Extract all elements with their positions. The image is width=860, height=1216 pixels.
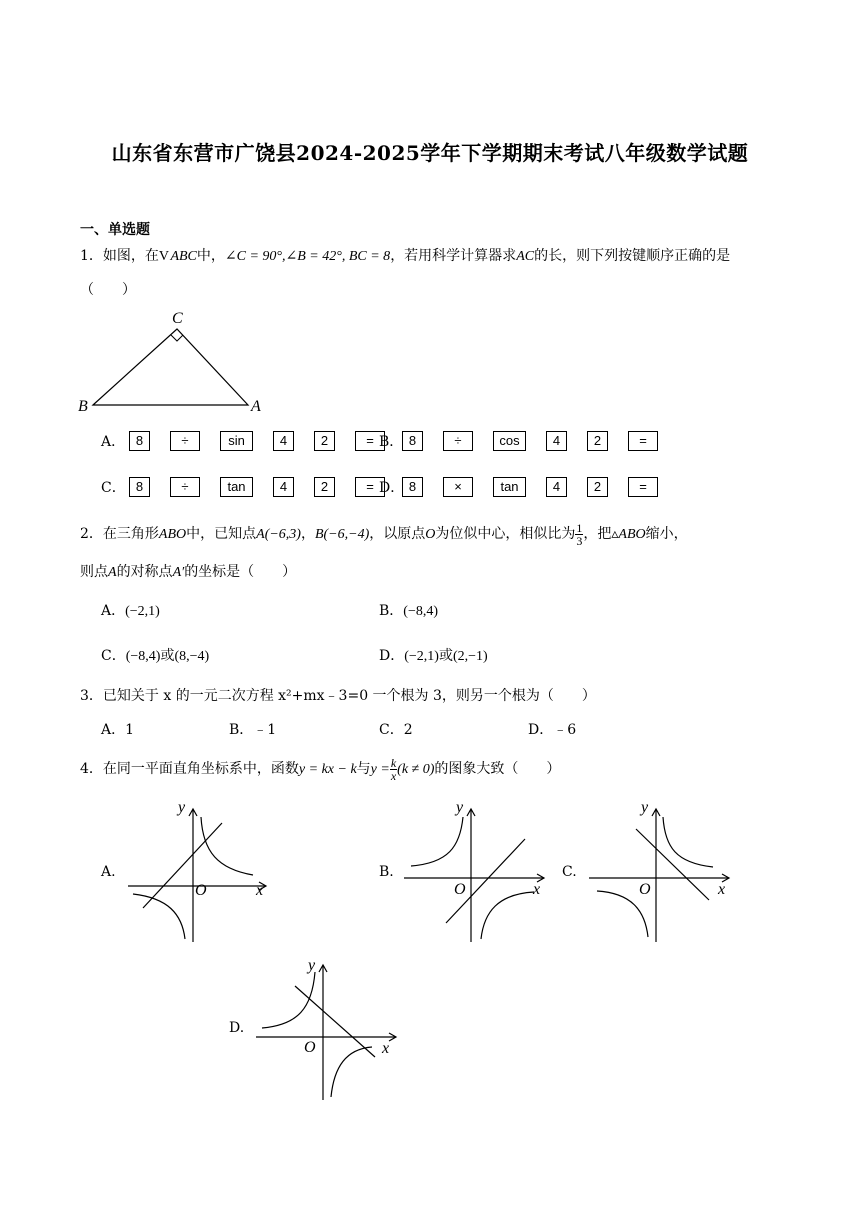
q1-condition: ∠C = 90°,∠B = 42°, BC = 8 <box>224 249 391 264</box>
origin-label: O <box>195 882 207 899</box>
graph-c[interactable] <box>581 797 741 947</box>
page-title: 山东省东营市广饶县2024-2025学年下学期期末考试八年级数学试题 <box>111 141 749 165</box>
vertex-label-c: C <box>172 310 183 327</box>
option-text: 1 <box>125 722 135 738</box>
y-label: y <box>308 957 316 974</box>
key-sin: sin <box>220 431 253 451</box>
key-2: 2 <box>314 431 335 451</box>
key-equals: = <box>355 477 385 497</box>
triangle-symbol: V <box>158 249 170 264</box>
q2-option-c[interactable] <box>101 646 209 667</box>
q2-text-a: 在三角形 <box>102 526 159 542</box>
q2-text-c: ，以原点 <box>369 526 426 542</box>
separator: ， <box>300 526 315 542</box>
point-a-prime: A′ <box>172 565 185 580</box>
origin-label: O <box>454 881 466 898</box>
option-label: C． <box>379 722 404 738</box>
vertex-label-a: A <box>251 398 261 415</box>
key-equals: = <box>355 431 385 451</box>
right-angle-mark <box>171 335 183 341</box>
triangle-name: ABC <box>170 249 197 264</box>
graph-option-c-label[interactable]: C. <box>562 864 577 880</box>
function-lhs: y = <box>370 762 390 777</box>
hyperbola-branch-q4 <box>331 1047 372 1097</box>
graph-option-b-label[interactable]: B. <box>379 864 394 880</box>
option-a-keys[interactable] <box>101 431 405 451</box>
q2-text-d: 为位似中心，相似比为 <box>435 526 576 542</box>
triangle-outline <box>93 329 248 405</box>
key-equals: = <box>628 431 658 451</box>
q2-option-b[interactable] <box>379 601 438 622</box>
option-text: ﹣1 <box>253 722 277 738</box>
question-3-stem: 3．已知关于 x 的一元二次方程 x²+mx﹣3=0 一个根为 3，则另一个根为（ ） <box>80 688 596 704</box>
q4-text-b: 与 <box>356 761 371 777</box>
q2-line2-c: 的坐标是（ ） <box>184 564 297 580</box>
key-tan: tan <box>220 477 253 497</box>
vertex-label-b: B <box>78 398 88 415</box>
key-4: 4 <box>546 477 567 497</box>
option-label: B． <box>229 722 254 738</box>
hyperbola-branch-q2 <box>411 817 463 866</box>
hyperbola-branch-q3 <box>133 894 185 939</box>
fraction-denominator: 3 <box>576 533 583 548</box>
key-4: 4 <box>546 431 567 451</box>
graph-a[interactable] <box>118 797 278 947</box>
answer-paren: （ ） <box>80 282 136 298</box>
triangle-name: ABO <box>158 527 187 542</box>
linear-function: y = kx − k <box>298 762 357 777</box>
q1-text-d: 的长，则下列按键顺序正确的是 <box>534 248 731 264</box>
x-label: x <box>718 881 726 898</box>
q2-line2-a: 则点 <box>80 564 108 580</box>
triangle-abo: ▵ABO <box>611 527 646 542</box>
fraction-numerator: k <box>390 755 397 770</box>
q2-option-a[interactable] <box>101 601 160 622</box>
key-2: 2 <box>587 431 608 451</box>
point-a-ref: A <box>108 565 117 580</box>
q3-option-a[interactable] <box>101 720 134 740</box>
function-condition: (k ≠ 0) <box>397 762 435 777</box>
option-label: B． <box>379 603 404 619</box>
segment-ac: AC <box>516 249 535 264</box>
key-8: 8 <box>402 431 423 451</box>
key-tan: tan <box>493 477 526 497</box>
hyperbola-branch-q2 <box>262 972 315 1028</box>
question-2-line2 <box>80 562 296 583</box>
question-number: 2． <box>80 526 103 542</box>
q2-option-d[interactable] <box>379 646 488 667</box>
q4-text-c: 的图象大致（ ） <box>434 761 561 777</box>
option-label: A． <box>101 722 126 738</box>
hyperbola-branch-q4 <box>481 892 534 939</box>
point-a: A(−6,3) <box>256 527 301 542</box>
option-label: C． <box>101 480 126 496</box>
q1-text-c: ，若用科学计算器求 <box>390 248 517 264</box>
option-label: D． <box>379 480 405 496</box>
origin-o: O <box>425 527 436 542</box>
fraction-numerator: 1 <box>576 520 583 535</box>
key-8: 8 <box>129 431 150 451</box>
option-text: (−2,1)或(2,−1) <box>404 649 488 664</box>
q3-option-d[interactable] <box>528 720 576 740</box>
q4-text-a: 在同一平面直角坐标系中，函数 <box>102 761 299 777</box>
question-2-stem <box>80 520 688 549</box>
key-equals: = <box>628 477 658 497</box>
option-label: D． <box>379 648 405 664</box>
point-b: B(−6,−4) <box>314 527 370 542</box>
x-label: x <box>382 1040 390 1057</box>
key-4: 4 <box>273 477 294 497</box>
option-label: B． <box>379 434 404 450</box>
y-label: y <box>641 799 649 816</box>
option-text: (−8,4)或(8,−4) <box>125 649 210 664</box>
question-4-stem <box>80 755 560 784</box>
q3-option-c[interactable] <box>379 720 413 740</box>
key-4: 4 <box>273 431 294 451</box>
q2-text-b: 中，已知点 <box>186 526 257 542</box>
key-cos: cos <box>493 431 526 451</box>
key-multiply: × <box>443 477 473 497</box>
q1-text-b: 中， <box>196 248 225 264</box>
section-heading: 一、单选题 <box>80 222 150 238</box>
graph-option-d-label[interactable]: D. <box>229 1020 245 1036</box>
y-label: y <box>178 799 186 816</box>
option-text: 2 <box>403 722 413 738</box>
option-label: A． <box>101 603 126 619</box>
q1-text-a: 如图，在 <box>102 248 159 264</box>
key-2: 2 <box>314 477 335 497</box>
graph-b[interactable] <box>396 797 556 947</box>
key-8: 8 <box>402 477 423 497</box>
key-divide: ÷ <box>170 477 200 497</box>
q2-text-e: ，把 <box>583 526 612 542</box>
graph-option-a-label[interactable]: A. <box>101 864 116 880</box>
linear-graph <box>143 823 222 908</box>
option-label: A． <box>101 434 126 450</box>
q2-text-f: 缩小， <box>645 526 688 542</box>
y-label: y <box>456 799 464 816</box>
x-label: x <box>256 882 264 899</box>
hyperbola-branch-q1 <box>201 817 253 875</box>
option-label: D． <box>528 722 554 738</box>
question-number: 4． <box>80 761 103 777</box>
option-c-keys[interactable] <box>101 477 405 497</box>
x-label: x <box>533 881 541 898</box>
option-d-keys[interactable] <box>379 477 678 497</box>
graph-d[interactable] <box>248 955 408 1105</box>
fraction-denominator: x <box>390 768 397 783</box>
right-triangle-figure <box>74 306 274 416</box>
option-text: (−2,1) <box>125 604 160 619</box>
key-8: 8 <box>129 477 150 497</box>
key-2: 2 <box>587 477 608 497</box>
option-label: C． <box>101 648 126 664</box>
option-text: (−8,4) <box>403 604 439 619</box>
origin-label: O <box>304 1039 316 1056</box>
key-divide: ÷ <box>443 431 473 451</box>
question-number: 1． <box>80 248 103 264</box>
origin-label: O <box>639 881 651 898</box>
question-1-stem <box>80 246 730 267</box>
q2-line2-b: 的对称点 <box>116 564 173 580</box>
key-divide: ÷ <box>170 431 200 451</box>
option-b-keys[interactable] <box>379 431 678 451</box>
hyperbola-branch-q1 <box>663 817 713 867</box>
option-text: ﹣6 <box>553 722 577 738</box>
q3-option-b[interactable] <box>229 720 276 740</box>
